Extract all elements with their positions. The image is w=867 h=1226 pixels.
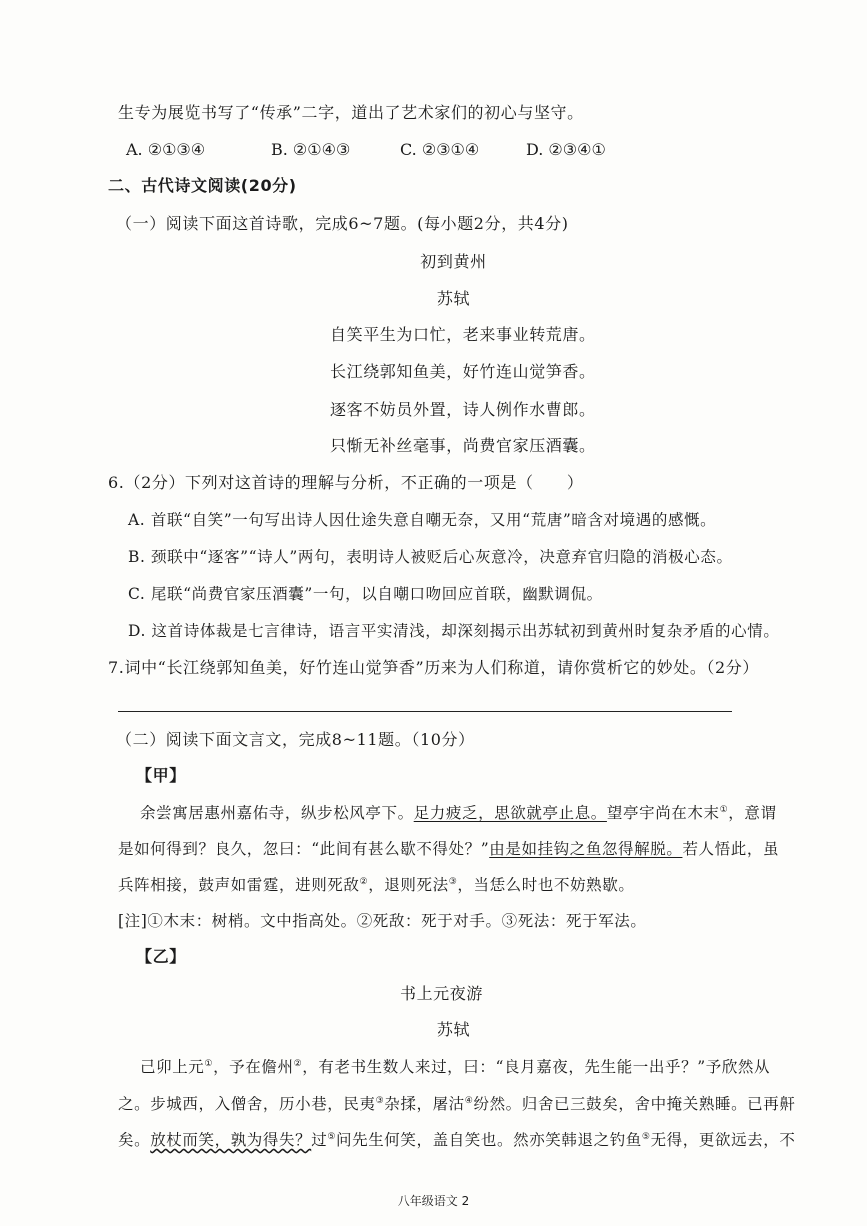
part2-instruction: （二）阅读下面文言文，完成8~11题。（10分） xyxy=(116,730,475,749)
jia-underlined-text: 由是如挂钩之鱼忽得解脱。 xyxy=(489,840,683,858)
yi-text: 己卯上元 xyxy=(140,1058,205,1076)
poem-line: 只惭无补丝毫事，尚费官家压酒囊。 xyxy=(330,436,596,455)
jia-paragraph-line-2 xyxy=(118,838,779,860)
section2-title: 二、古代诗文阅读(20分) xyxy=(108,176,297,195)
yi-label: 【乙】 xyxy=(136,947,186,966)
yi-text: 纷然。归舍已三鼓矣，舍中掩关熟睡。已再鼾 xyxy=(473,1095,796,1113)
q5-option-b: B. ②①④③ xyxy=(271,140,351,159)
q6-option-b: B. 颈联中“逐客”“诗人”两句，表明诗人被贬后心灰意冷，决意弃官归隐的消极心态。 xyxy=(128,548,733,566)
part1-instruction: （一）阅读下面这首诗歌，完成6~7题。(每小题2分，共4分) xyxy=(116,214,569,233)
q5-option-c: C. ②③①④ xyxy=(400,140,480,159)
poem-line: 长江绕郭知鱼美，好竹连山觉笋香。 xyxy=(330,362,596,381)
jia-text: ，退则死法 xyxy=(368,876,449,894)
note-marker: ② xyxy=(293,1058,303,1069)
q7-stem: 7.词中“长江绕郭知鱼美，好竹连山觉笋香”历来为人们称道，请你赏析它的妙处。（2分） xyxy=(108,658,760,677)
yi-text: ，有老书生数人来过，曰：“良月嘉夜，先生能一出乎？”予欣然从 xyxy=(302,1058,771,1076)
intro-line: 生专为展览书写了“传承”二字，道出了艺术家们的初心与坚守。 xyxy=(118,103,584,122)
q6-option-a: A. 首联“自笑”一句写出诗人因仕途失意自嘲无奈，又用“荒唐”暗含对境遇的感慨。 xyxy=(128,511,717,529)
yi-text: 过 xyxy=(311,1131,328,1149)
yi-wavy-underlined-text: 放杖而笑，孰为得失？ xyxy=(150,1131,312,1149)
poem-line: 逐客不妨员外置，诗人例作水曹郎。 xyxy=(330,400,596,419)
note-marker: ③ xyxy=(448,876,458,887)
yi-paragraph-line-3 xyxy=(118,1129,795,1151)
q5-option-d: D. ②③④① xyxy=(526,140,606,159)
jia-text: 是如何得到？良久，忽曰：“此间有甚么歇不得处？” xyxy=(118,840,490,858)
poem-title: 初到黄州 xyxy=(420,252,487,271)
jia-text: 望亭宇尚在木末 xyxy=(606,804,720,822)
jia-text: 若人悟此，虽 xyxy=(682,840,780,858)
jia-paragraph-line-3 xyxy=(118,874,634,896)
yi-text: 问先生何笑，盖自笑也。然亦笑韩退之钓鱼 xyxy=(336,1131,642,1149)
note-marker: ② xyxy=(359,876,369,887)
yi-paragraph-line-2 xyxy=(118,1093,795,1115)
note-marker: ⑤ xyxy=(327,1131,336,1142)
note-marker: ④ xyxy=(464,1095,474,1106)
q6-stem: 6.（2分）下列对这首诗的理解与分析，不正确的一项是（ ） xyxy=(108,473,584,492)
jia-underlined-text: 足力疲乏，思欲就亭止息。 xyxy=(413,804,607,822)
jia-text: 兵阵相接，鼓声如雷霆，进则死敌 xyxy=(118,876,360,894)
q6-option-d: D. 这首诗体裁是七言律诗，语言平实清浅，却深刻揭示出苏轼初到黄州时复杂矛盾的心情。 xyxy=(128,622,780,640)
note-marker: ③ xyxy=(375,1095,385,1106)
jia-notes: [注]①木末：树梢。文中指高处。②死敌：死于对手。③死法：死于军法。 xyxy=(118,912,647,930)
yi-text: 杂揉，屠沽 xyxy=(384,1095,465,1113)
note-marker: ① xyxy=(204,1058,214,1069)
yi-text: ，予在儋州 xyxy=(213,1058,294,1076)
jia-label: 【甲】 xyxy=(136,766,186,785)
yi-paragraph-line-1 xyxy=(140,1056,770,1078)
yi-text: 之。步城西，入僧舍，历小巷，民夷 xyxy=(118,1095,376,1113)
poem-author: 苏轼 xyxy=(436,289,471,308)
jia-paragraph-line-1 xyxy=(140,802,777,824)
jia-text: ，意谓 xyxy=(728,804,777,822)
jia-text: ，当恁么时也不妨熟歇。 xyxy=(457,876,635,894)
yi-text: 无得，更欲远去，不 xyxy=(650,1131,796,1149)
q6-option-c: C. 尾联“尚费官家压酒囊”一句，以自嘲口吻回应首联，幽默调侃。 xyxy=(128,585,603,603)
note-marker: ⑤ xyxy=(641,1131,651,1142)
note-marker: ① xyxy=(719,804,729,815)
yi-title: 书上元夜游 xyxy=(399,984,483,1003)
q5-option-a: A. ②①③④ xyxy=(126,140,206,159)
answer-line xyxy=(118,711,732,712)
page-footer: 八年级语文 2 xyxy=(397,1194,470,1208)
yi-text: 矣。 xyxy=(118,1131,151,1149)
poem-line: 自笑平生为口忙，老来事业转荒唐。 xyxy=(330,325,596,344)
yi-author: 苏轼 xyxy=(436,1020,471,1039)
jia-text: 余尝寓居惠州嘉佑寺，纵步松风亭下。 xyxy=(140,804,414,822)
